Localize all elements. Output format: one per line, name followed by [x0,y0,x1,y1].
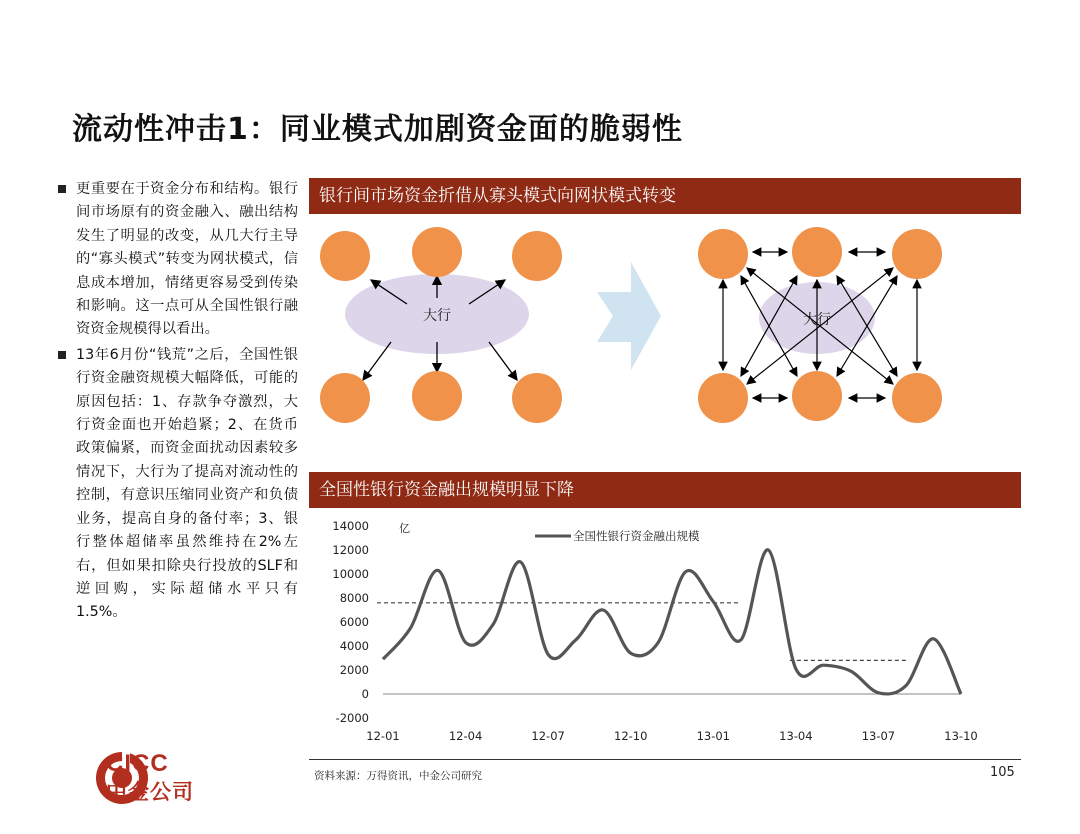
x-tick-label: 13-10 [944,729,978,743]
y-tick-label: 2000 [339,663,369,677]
y-tick-label: -2000 [335,711,369,725]
bullet-text: 13年6月份“钱荒”之后，全国性银行资金融资规模大幅降低，可能的原因包括：1、存款争夺激烈，大行资金面也开始趋紧；2、在货币政策偏紧，而资金面扰动因素较多情况下，大行为了提高对流动性的控制，有意识压缩同业资产和负债业务，提高自身的备付率；3、银行整体超储率虽然维持在2%左右，但如果扣除央行投放的SLF和逆回购，实际超储水平只有1.5%。 [76,346,298,621]
big-bank-label-right: 大行 [803,312,831,328]
logo-cn-text: 中金公司 [106,780,194,804]
big-bank-label-left: 大行 [423,308,451,324]
bank-node [320,231,370,281]
source-note: 资料来源：万得资讯，中金公司研究 [314,770,482,782]
x-tick-label: 13-07 [861,729,896,743]
y-tick-label: 8000 [339,591,369,605]
x-tick-label: 13-01 [696,729,730,743]
bullet-item [58,178,298,342]
reference-lines [377,603,906,661]
bank-node [412,227,462,277]
bank-node [792,371,842,421]
x-tick-label: 12-07 [531,729,565,743]
y-tick-label: 14000 [332,519,369,533]
y-tick-label: 4000 [339,639,369,653]
legend-label: 全国性银行资金融出规模 [573,529,700,543]
bank-node [698,229,748,279]
y-tick-label: 6000 [339,615,369,629]
logo-en-text: CICC [106,750,169,777]
bank-node [698,373,748,423]
x-tick-label: 12-01 [366,729,400,743]
page-number: 105 [990,765,1015,780]
bank-node [320,373,370,423]
x-tick-label: 12-04 [448,729,483,743]
bullet-item [58,344,298,625]
network-diagram [309,214,1021,472]
bank-node [412,371,462,421]
chart-header: 全国性银行资金融出规模明显下降 [309,472,1021,508]
bank-node [792,227,842,277]
line-chart [309,508,1021,758]
bank-node [892,373,942,423]
bullet-square-icon [58,185,66,193]
diagram-header: 银行间市场资金折借从寡头模式向网状模式转变 [309,178,1021,214]
page-title: 流动性冲击1：同业模式加剧资金面的脆弱性 [72,112,683,147]
bank-node [512,373,562,423]
y-unit-label: 亿 [399,522,410,535]
transition-arrow-icon [597,262,661,370]
x-tick-label: 12-10 [614,729,648,743]
footer-divider [309,759,1021,760]
y-axis [332,519,961,725]
x-tick-label: 13-04 [779,729,813,743]
bank-node [512,231,562,281]
bullet-text: 更重要在于资金分布和结构。银行间市场原有的资金融入、融出结构发生了明显的改变，从几大行主导的“寡头模式”转变为网状模式，信息成本增加，情绪更容易受到传染和影响。这一点可从全国性银行融资资金规模得以看出。 [76,181,298,338]
bullet-square-icon [58,351,66,359]
x-axis [366,729,977,743]
y-tick-label: 0 [361,687,369,701]
bullet-list [58,178,298,627]
y-tick-label: 12000 [332,543,369,557]
y-tick-label: 10000 [332,567,369,581]
bank-node [892,229,942,279]
series-line [383,550,961,694]
